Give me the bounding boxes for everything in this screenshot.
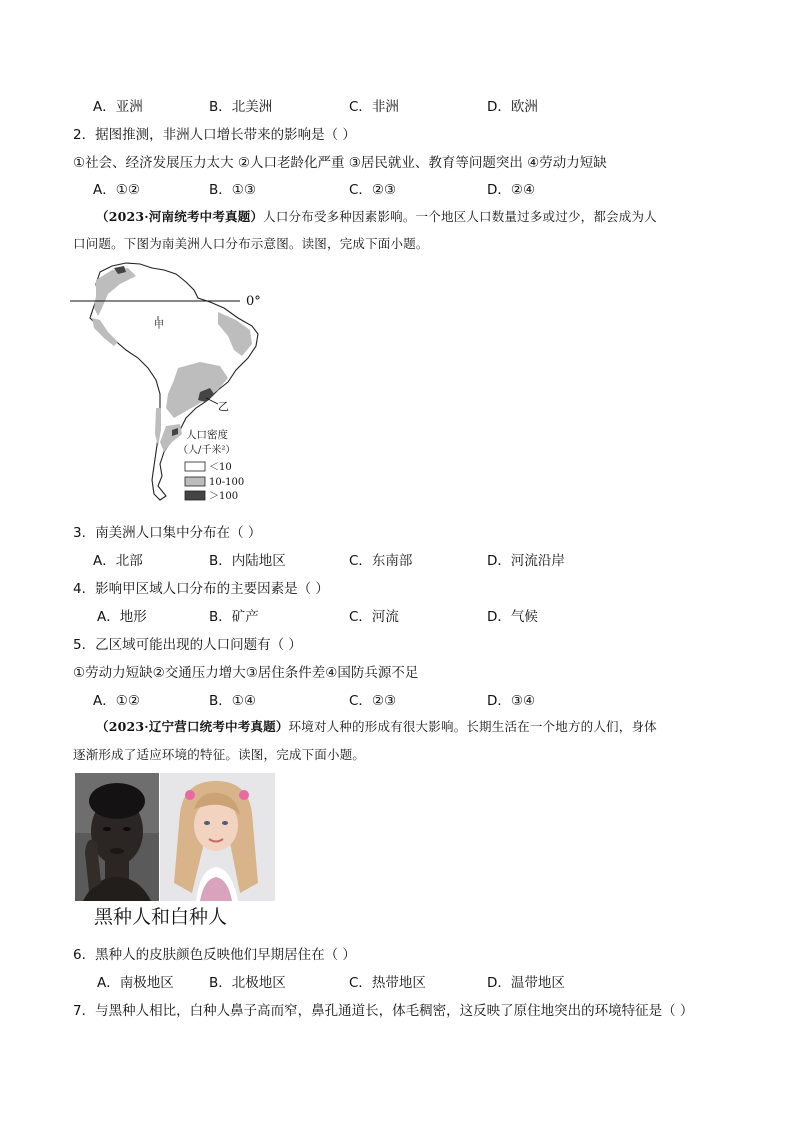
q5-option-a: A．①② xyxy=(93,693,140,709)
q4-stem: 4．影响甲区域人口分布的主要因素是（ ） xyxy=(73,581,329,597)
legend-swatch-low xyxy=(185,462,205,471)
photo-caption: 黑种人和白种人 xyxy=(94,906,228,928)
q3-stem: 3．南美洲人口集中分布在（ ） xyxy=(73,525,262,541)
q4-option-c: C．河流 xyxy=(349,609,399,625)
q3-option-d: D．河流沿岸 xyxy=(487,553,565,569)
q3-option-a: A．北部 xyxy=(93,553,143,569)
q5-stem: 5．乙区域可能出现的人口问题有（ ） xyxy=(73,637,302,653)
q1-option-a: A．亚洲 xyxy=(93,99,143,115)
map-svg xyxy=(68,258,268,508)
black-person-image xyxy=(75,773,159,901)
q2-choices: ①社会、经济发展压力太大 ②人口老龄化严重 ③居民就业、教育等问题突出 ④劳动力短缺 xyxy=(73,155,607,171)
intro2-source: （2023·辽宁营口统考中考真题） xyxy=(96,719,289,734)
q4-option-b: B．矿产 xyxy=(209,609,259,625)
q1-option-b: B．北美洲 xyxy=(209,99,273,115)
intro1-line1 xyxy=(96,207,657,225)
q5-option-d: D．③④ xyxy=(487,693,536,709)
q3-option-c: C．东南部 xyxy=(349,553,413,569)
q6-option-a: A．南极地区 xyxy=(97,975,174,991)
legend-swatch-high xyxy=(185,491,205,500)
q1-option-c: C．非洲 xyxy=(349,99,399,115)
legend-swatch-mid xyxy=(185,477,205,486)
q2-option-b: B．①③ xyxy=(209,182,256,198)
legend-label-low: ＜10 xyxy=(209,462,232,473)
q2-option-a: A．①② xyxy=(93,182,140,198)
white-person-image xyxy=(160,773,275,901)
intro2-line2: 逐渐形成了适应环境的特征。读图，完成下面小题。 xyxy=(73,747,366,762)
photo-black-person xyxy=(75,773,159,901)
intro1-line2: 口问题。下图为南美洲人口分布示意图。读图，完成下面小题。 xyxy=(73,236,429,251)
q4-option-d: D．气候 xyxy=(487,609,538,625)
legend-label-mid: 10-100 xyxy=(209,477,245,488)
label-jia: 甲 xyxy=(154,320,164,331)
south-america-population-map xyxy=(68,258,268,508)
intro2-line1 xyxy=(96,717,657,735)
legend-title: 人口密度 xyxy=(186,429,228,441)
q2-stem: 2．据图推测，非洲人口增长带来的影响是（ ） xyxy=(73,127,356,143)
q6-stem: 6．黑种人的皮肤颜色反映他们早期居住在（ ） xyxy=(73,947,356,963)
intro2-text1: 环境对人种的形成有很大影响。长期生活在一个地方的人们，身体 xyxy=(288,719,657,734)
legend-label-high: ＞100 xyxy=(209,491,239,502)
q6-option-b: B．北极地区 xyxy=(209,975,286,991)
equator-label: 0° xyxy=(246,294,261,309)
q2-option-c: C．②③ xyxy=(349,182,397,198)
q6-option-c: C．热带地区 xyxy=(349,975,426,991)
q7-stem: 7．与黑种人相比，白种人鼻子高而窄，鼻孔通道长，体毛稠密，这反映了原住地突出的环境特征是（ ） xyxy=(73,1003,694,1019)
q5-choices: ①劳动力短缺②交通压力增大③居住条件差④国防兵源不足 xyxy=(73,665,419,681)
q5-option-c: C．②③ xyxy=(349,693,397,709)
q6-option-d: D．温带地区 xyxy=(487,975,565,991)
leader-yi xyxy=(206,398,218,404)
intro1-source: （2023·河南统考中考真题） xyxy=(96,209,264,224)
q1-option-d: D．欧洲 xyxy=(487,99,538,115)
q2-option-d: D．②④ xyxy=(487,182,536,198)
intro1-text1: 人口分布受多种因素影响。一个地区人口数量过多或过少，都会成为人 xyxy=(263,209,657,224)
photo-white-person xyxy=(160,773,275,901)
q5-option-b: B．①④ xyxy=(209,693,256,709)
legend-unit: （人/千米²） xyxy=(178,445,236,456)
q4-option-a: A．地形 xyxy=(97,609,147,625)
label-yi: 乙 xyxy=(218,400,229,413)
q3-option-b: B．内陆地区 xyxy=(209,553,286,569)
